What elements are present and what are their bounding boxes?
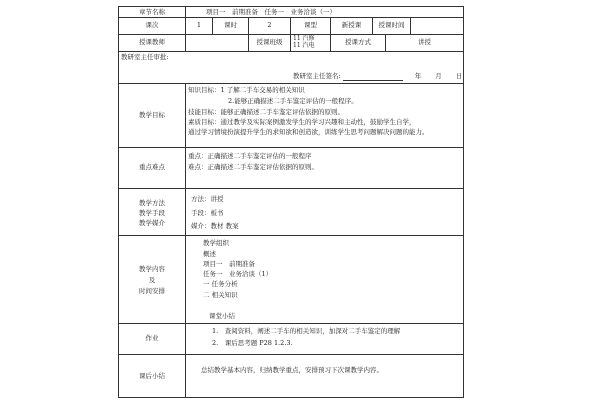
content-line: 任务一 业务洽谈（1）: [203, 270, 273, 278]
content-line: 一 任务分析: [203, 280, 238, 288]
content-label: 时间安排: [139, 287, 165, 295]
type-label: 课型: [304, 21, 317, 29]
content-line: 二 相关知识: [203, 291, 238, 299]
signature-blank: [343, 74, 403, 81]
content-line: 项目一 前期准备: [203, 260, 255, 268]
summary-label: 课后小结: [139, 372, 165, 380]
methods-line: 媒介：教材 教案: [191, 222, 239, 230]
key-points-label: 重点难点: [139, 163, 165, 171]
goals-line: 技能目标：能够正确描述二手车鉴定评估依据的原则。: [188, 108, 344, 116]
rule-2: [118, 34, 464, 35]
year-label: 年: [414, 72, 422, 80]
class-value-1: 11 汽修: [293, 35, 315, 42]
method-value: 讲授: [418, 38, 431, 46]
goals-line: 通过学习情境扮演提升学生的求知欲和创造欲，训练学生思考问题解决问题的能力。: [188, 128, 429, 136]
rule-9: [118, 354, 464, 355]
class-label: 授课班级: [256, 38, 283, 46]
methods-line: 方法：讲授: [191, 195, 224, 203]
methods-label: 教学媒介: [139, 219, 165, 227]
goals-line: 2.能够正确描述二手车鉴定评估的一般程序。: [228, 97, 358, 105]
goals-line: 素质目标：通过教学及实际案例激发学生的学习兴趣和主动性，鼓励学生自学，: [188, 118, 416, 126]
teacher-label: 授课教师: [139, 38, 165, 46]
content-line: 教学组织: [203, 239, 229, 247]
rule-r2-f: [410, 17, 411, 34]
content-line: 概述: [203, 250, 216, 258]
homework-line: 1. 查阅资料，阐述二手车的相关知识，加深对二手车鉴定的理解: [212, 327, 401, 335]
goals-label: 教学目标: [139, 111, 165, 119]
rule-label-col: [185, 83, 186, 397]
rule-1: [118, 17, 464, 18]
content-line: 课堂小结: [209, 312, 235, 320]
homework-line: 2. 课后思考题 P28 1.2.3.: [212, 339, 293, 347]
methods-label: 教学手段: [139, 209, 165, 217]
sign-label: 教研室主任签名:: [293, 72, 341, 80]
rule-6: [118, 188, 464, 189]
methods-label: 教学方法: [139, 199, 165, 207]
chapter-label: 章节名称: [139, 8, 165, 16]
goals-line: 知识目标：1 了解二手车交易的相关知识: [188, 86, 305, 94]
content-label: 及: [148, 276, 156, 284]
approval-title: 教研室主任审批:: [121, 53, 169, 61]
methods-line: 手段：板书: [191, 209, 224, 217]
summary-text: 总结教学基本内容，归纳教学重点，安排预习下次课教学内容。: [201, 366, 383, 374]
rule-5: [118, 147, 464, 148]
chapter-value: 项目一 前期准备 任务一 业务洽谈（一）: [206, 8, 336, 16]
hours-label: 课时: [224, 21, 237, 29]
hours-value: 2: [267, 21, 272, 29]
method-label: 授课方式: [345, 38, 371, 46]
rule-8: [118, 323, 464, 324]
key-point-line: 重点：正确描述二手车鉴定评估的一般程序: [188, 152, 312, 160]
day-label: 日: [455, 72, 463, 80]
rule-4: [118, 83, 464, 84]
class-value-2: 11 汽电: [293, 42, 315, 49]
rule-top: [118, 6, 464, 7]
homework-label: 作业: [145, 334, 159, 342]
rule-right: [463, 6, 464, 397]
month-label: 月: [435, 72, 442, 80]
key-point-line: 难点：正确描述二手车鉴定评估依据的原则。: [188, 163, 318, 171]
session-value: 1: [196, 21, 202, 29]
rule-7: [118, 235, 464, 236]
session-label: 课次: [145, 21, 159, 29]
rule-bottom: [118, 397, 464, 398]
rule-3: [118, 51, 464, 52]
content-label: 教学内容: [139, 265, 165, 273]
type-value: 新授课: [341, 21, 362, 29]
rule-r3-b: [290, 34, 291, 51]
approval-signature: [293, 72, 462, 81]
time-label: 授课时间: [378, 21, 405, 29]
